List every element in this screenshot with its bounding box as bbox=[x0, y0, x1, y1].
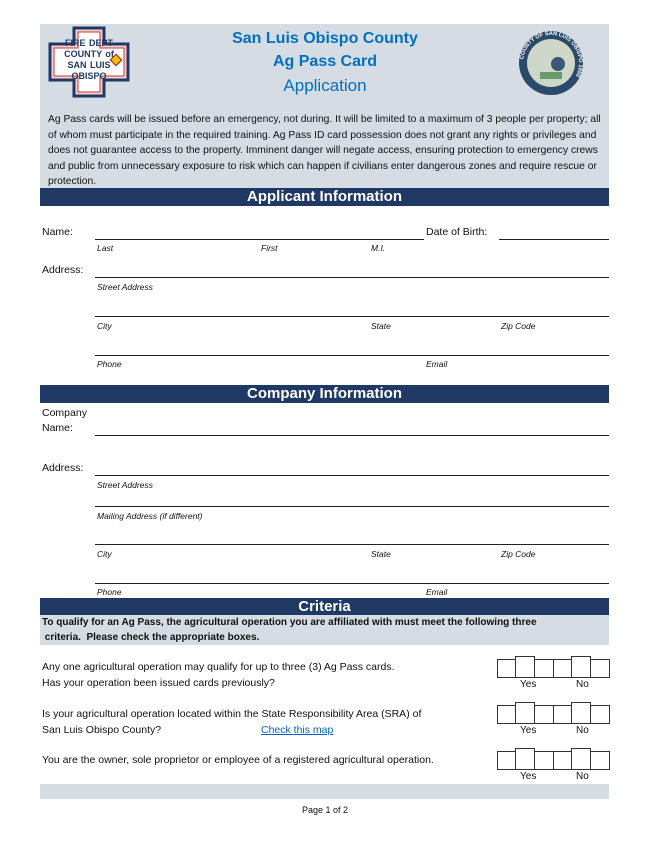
mailing-label: Mailing Address (if different) bbox=[97, 511, 203, 521]
q2-checkbox-row bbox=[497, 705, 609, 723]
q2-text-2: San Luis Obispo County? bbox=[42, 724, 162, 736]
q1-yes-checkbox[interactable] bbox=[515, 656, 535, 678]
company-street-label: Street Address bbox=[97, 480, 153, 490]
check-map-link[interactable]: Check this map bbox=[261, 724, 334, 736]
name-label: Name: bbox=[42, 226, 73, 238]
county-seal-text: COUNTY OF SAN LUIS OBISPO 1850 bbox=[519, 30, 584, 78]
company-email-label: Email bbox=[426, 587, 448, 597]
company-city-label: City bbox=[97, 549, 112, 559]
form-subtitle: Application bbox=[283, 76, 367, 95]
page-number: Page 1 of 2 bbox=[301, 805, 349, 815]
criteria-intro-line-2: criteria. Please check the appropriate boxes. bbox=[42, 632, 260, 643]
company-phone-email-field[interactable] bbox=[95, 583, 609, 584]
q1-no-label: No bbox=[576, 679, 589, 690]
company-phone-label: Phone bbox=[97, 587, 122, 597]
company-zip-label: Zip Code bbox=[501, 549, 536, 559]
company-address-label: Address: bbox=[42, 462, 84, 474]
company-section-heading: Company Information bbox=[40, 385, 609, 403]
name-field[interactable] bbox=[95, 239, 424, 240]
state-label: State bbox=[371, 321, 391, 331]
dob-field[interactable] bbox=[499, 239, 609, 240]
phone-label: Phone bbox=[97, 359, 122, 369]
email-label: Email bbox=[426, 359, 448, 369]
company-street-field[interactable] bbox=[95, 475, 609, 476]
q3-checkbox-row bbox=[497, 751, 609, 769]
address-label: Address: bbox=[42, 264, 84, 276]
q2-no-label: No bbox=[576, 725, 589, 736]
q1-text-2: Has your operation been issued cards previously? bbox=[42, 677, 275, 689]
zip-label: Zip Code bbox=[501, 321, 536, 331]
form-title: Ag Pass Card bbox=[272, 53, 378, 70]
street-label: Street Address bbox=[97, 282, 153, 292]
q2-yes-label: Yes bbox=[520, 725, 537, 736]
first-label: First bbox=[261, 243, 278, 253]
q1-checkbox-row bbox=[497, 659, 609, 677]
company-name-field[interactable] bbox=[95, 435, 609, 436]
q1-yes-label: Yes bbox=[520, 679, 537, 690]
street-field[interactable] bbox=[95, 277, 609, 278]
q3-yes-label: Yes bbox=[520, 771, 537, 782]
q2-yes-checkbox[interactable] bbox=[515, 702, 535, 724]
mailing-address-field[interactable] bbox=[95, 506, 609, 507]
company-state-label: State bbox=[371, 549, 391, 559]
company-city-state-zip-field[interactable] bbox=[95, 544, 609, 545]
footer-bar bbox=[40, 784, 609, 799]
q1-text-1: Any one agricultural operation may qualify for up to three (3) Ag Pass cards. bbox=[42, 661, 395, 673]
criteria-intro-line-1: To qualify for an Ag Pass, the agricultural operation you are affiliated with must meet the following three bbox=[42, 617, 537, 628]
fire-dept-logo-text: FIRE DEPT COUNTY of SAN LUIS OBISPO bbox=[64, 38, 114, 81]
last-label: Last bbox=[97, 243, 114, 253]
q3-no-label: No bbox=[576, 771, 589, 782]
dob-label: Date of Birth: bbox=[426, 226, 488, 238]
q1-no-checkbox[interactable] bbox=[571, 656, 591, 678]
city-label: City bbox=[97, 321, 112, 331]
q3-yes-checkbox[interactable] bbox=[515, 748, 535, 770]
q2-text-1: Is your agricultural operation located within the State Responsibility Area (SRA) of bbox=[42, 708, 422, 720]
q2-no-checkbox[interactable] bbox=[571, 702, 591, 724]
mi-label: M.I. bbox=[371, 243, 386, 253]
applicant-section-heading: Applicant Information bbox=[40, 188, 609, 206]
q3-no-checkbox[interactable] bbox=[571, 748, 591, 770]
county-title: San Luis Obispo County bbox=[232, 30, 418, 47]
q3-text: You are the owner, sole proprietor or employee of a registered agricultural operation. bbox=[42, 754, 434, 766]
criteria-intro bbox=[40, 615, 609, 645]
city-state-zip-field[interactable] bbox=[95, 316, 609, 317]
criteria-section-heading: Criteria bbox=[40, 598, 609, 615]
company-name-label-1: Company bbox=[42, 407, 87, 419]
phone-email-field[interactable] bbox=[95, 355, 609, 356]
intro-text: Ag Pass cards will be issued before an emergency, not during. It will be limited to a maximum of 3 people per property; all of whom must participate in the required training. Ag Pass ID card possession does not grant any rights or privileges and does not guarantee access to the property. Imminent danger will negate access, ensuring protection to emergency crews and public from unnecessary exposure to risk which can happen if civilians enter dangerous zones and require rescue or protection. bbox=[48, 114, 601, 187]
company-name-label-2: Name: bbox=[42, 422, 73, 434]
